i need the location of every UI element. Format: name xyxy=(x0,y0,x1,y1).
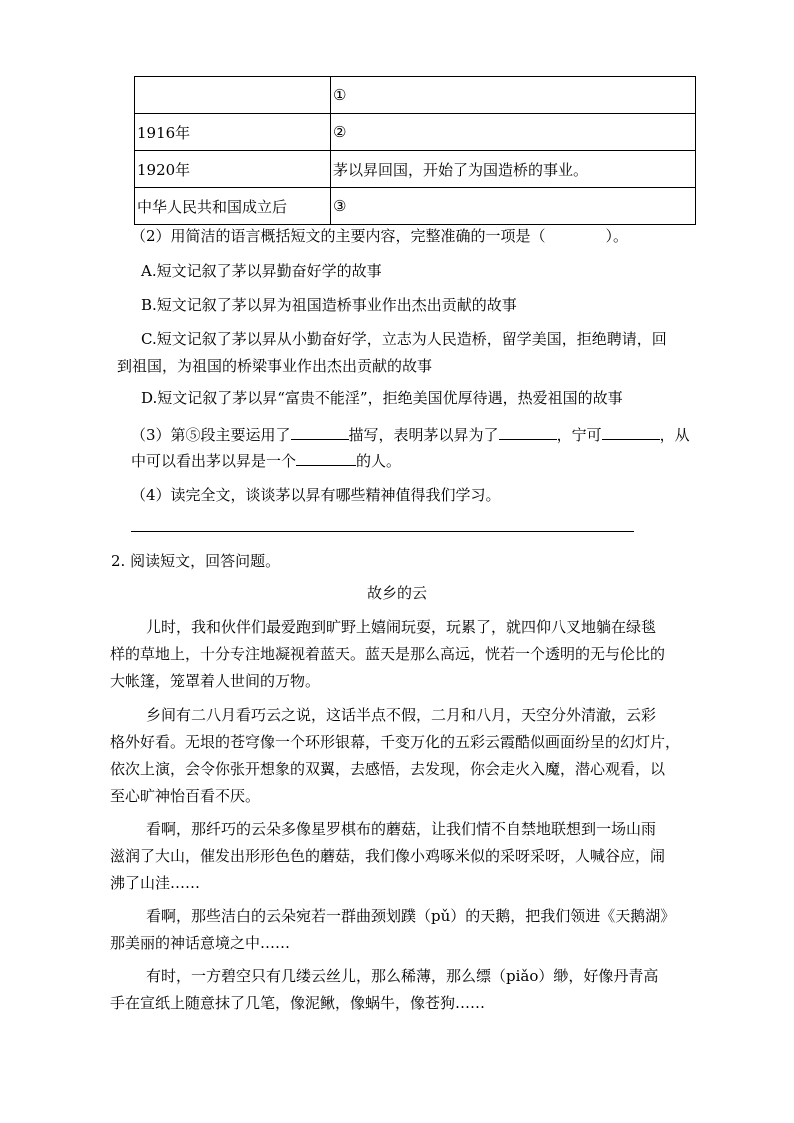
paragraph-line: 依次上演，会令你张开想象的双翼，去感悟，去发现，你会走火入魔，潜心观看，以 xyxy=(110,760,666,778)
q2-option-c-line1[interactable]: C.短文记叙了茅以昇从小勤奋好学，立志为人民造桥，留学美国，拒绝聘请，回 xyxy=(141,330,667,348)
paragraph-line: 那美丽的神话意境之中…… xyxy=(110,934,291,952)
table-cell-event: ② xyxy=(331,114,696,151)
table-cell-event: ① xyxy=(331,77,696,114)
article-title: 故乡的云 xyxy=(366,584,427,602)
q2-option-d[interactable]: D.短文记叙了茅以昇“富贵不能淫”，拒绝美国优厚待遇，热爱祖国的故事 xyxy=(141,389,623,407)
table-row xyxy=(135,188,696,225)
paragraph-line: 沸了山洼…… xyxy=(110,874,201,892)
answer-blank[interactable] xyxy=(296,450,356,466)
paragraph-line: 有时，一方碧空只有几缕云丝儿，那么稀薄，那么缥（piǎo）缈，好像丹青高 xyxy=(146,967,659,985)
table-row xyxy=(135,114,696,151)
paragraph-line: 格外好看。无垠的苍穹像一个环形银幕，千变万化的五彩云霞酷似画面纷呈的幻灯片， xyxy=(110,733,681,751)
q3-text: ，从 xyxy=(659,426,690,444)
paragraph-line: 滋润了大山，催发出形形色色的蘑菇，我们像小鸡啄米似的采呀采呀，人喊谷应，闹 xyxy=(110,847,666,865)
q2-option-c-line2: 到祖国，为祖国的桥梁事业作出杰出贡献的故事 xyxy=(117,357,433,375)
table-cell-time: 中华人民共和国成立后 xyxy=(135,188,331,225)
table-cell-event: 茅以昇回国，开始了为国造桥的事业。 xyxy=(331,151,696,188)
q3-text: ，宁可 xyxy=(556,426,602,444)
table-cell-time: 1920年 xyxy=(135,151,331,188)
paragraph-line: 儿时，我和伙伴们最爱跑到旷野上嬉闹玩耍，玩累了，就四仰八叉地躺在绿毯 xyxy=(146,618,657,636)
table-cell-event: ③ xyxy=(331,188,696,225)
q2-option-a[interactable]: A.短文记叙了茅以昇勤奋好学的故事 xyxy=(141,262,382,280)
section-heading: 2. 阅读短文，回答问题。 xyxy=(111,552,281,570)
paragraph-line: 手在宣纸上随意抹了几笔，像泥鳅，像蜗牛，像苍狗…… xyxy=(110,994,486,1012)
q4-text: （4）读完全文，谈谈茅以昇有哪些精神值得我们学习。 xyxy=(131,486,501,504)
paragraph-line: 看啊，那纤巧的云朵多像星罗棋布的蘑菇，让我们情不自禁地联想到一场山雨 xyxy=(146,820,657,838)
paragraph-line: 大帐篷，笼罩着人世间的万物。 xyxy=(110,672,321,690)
paragraph-line: 样的草地上，十分专注地凝视着蓝天。蓝天是那么高远，恍若一个透明的无与伦比的 xyxy=(110,645,666,663)
q3-text: 描写，表明茅以昇为了 xyxy=(348,426,499,444)
answer-blank[interactable] xyxy=(602,424,660,440)
paragraph-line: 乡间有二八月看巧云之说，这话半点不假，二月和八月，天空分外清澈，云彩 xyxy=(146,706,657,724)
answer-line[interactable] xyxy=(131,531,634,532)
q3-text: 中可以看出茅以昇是一个 xyxy=(131,452,297,470)
q3-line2 xyxy=(131,450,401,471)
q2-option-b[interactable]: B.短文记叙了茅以昇为祖国造桥事业作出杰出贡献的故事 xyxy=(141,296,517,314)
paragraph-line: 看啊，那些洁白的云朵宛若一群曲颈划蹼（pǔ）的天鹅，把我们领进《天鹅湖》 xyxy=(146,907,676,925)
q3-text: 的人。 xyxy=(356,452,402,470)
table-cell-time: 1916年 xyxy=(135,114,331,151)
q2-stem: （2）用简洁的语言概括短文的主要内容，完整准确的一项是（ ）。 xyxy=(131,227,629,245)
table-row xyxy=(135,77,696,114)
answer-blank[interactable] xyxy=(291,424,349,440)
q3-text: （3）第⑤段主要运用了 xyxy=(131,426,291,444)
answer-blank[interactable] xyxy=(499,424,557,440)
paragraph-line: 至心旷神怡百看不厌。 xyxy=(110,787,261,805)
table-cell-time xyxy=(135,77,331,114)
q3-line1 xyxy=(131,424,690,445)
timeline-table xyxy=(134,76,696,225)
table-row xyxy=(135,151,696,188)
